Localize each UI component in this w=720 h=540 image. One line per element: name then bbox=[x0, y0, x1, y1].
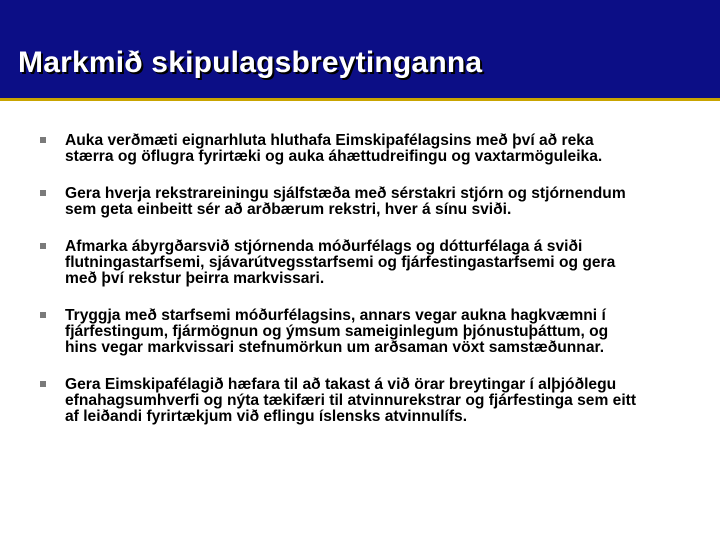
square-bullet-icon bbox=[40, 190, 46, 196]
square-bullet-icon bbox=[40, 137, 46, 143]
slide-title: Markmið skipulagsbreytinganna bbox=[18, 46, 483, 79]
bullet-item bbox=[40, 186, 640, 218]
bullet-list bbox=[40, 133, 640, 446]
bullet-text: Tryggja með starfsemi móðurfélagsins, annars vegar aukna hagkvæmni í fjárfestingum, fjármögnun og ýmsum sameiginlegum þjónustuþáttum, og hins vegar markvissari stefnumörkun um arðsaman vöxt samstæðunnar. bbox=[65, 307, 609, 356]
bullet-text: Gera Eimskipafélagið hæfara til að takast á við örar breytingar í alþjóðlegu efnahagsumhverfi og nýta tækifæri til atvinnurekstrar og fjárfestinga sem eitt af leiðandi fyrirtækjum við eflingu íslensks atvinnulífs. bbox=[65, 376, 637, 425]
square-bullet-icon bbox=[40, 243, 46, 249]
bullet-item bbox=[40, 239, 640, 287]
bullet-text: Afmarka ábyrgðarsvið stjórnenda móðurfélags og dótturfélaga á sviði flutningastarfsemi, sjávarútvegsstarfsemi og fjárfestingastarfsemi og gera með því rekstur þeirra markvissari. bbox=[65, 238, 616, 287]
title-bar bbox=[0, 0, 720, 98]
bullet-item bbox=[40, 133, 640, 165]
square-bullet-icon bbox=[40, 312, 46, 318]
title-divider bbox=[0, 98, 720, 101]
bullet-text: Gera hverja rekstrareiningu sjálfstæða með sérstakri stjórn og stjórnendum sem geta einbeitt sér að arðbærum rekstri, hver á sínu sviði. bbox=[65, 185, 626, 218]
square-bullet-icon bbox=[40, 381, 46, 387]
bullet-item bbox=[40, 308, 640, 356]
bullet-text: Auka verðmæti eignarhluta hluthafa Eimskipafélagsins með því að reka stærra og öflugra fyrirtæki og auka áhættudreifingu og vaxtarmöguleika. bbox=[65, 132, 603, 165]
bullet-item bbox=[40, 377, 640, 425]
